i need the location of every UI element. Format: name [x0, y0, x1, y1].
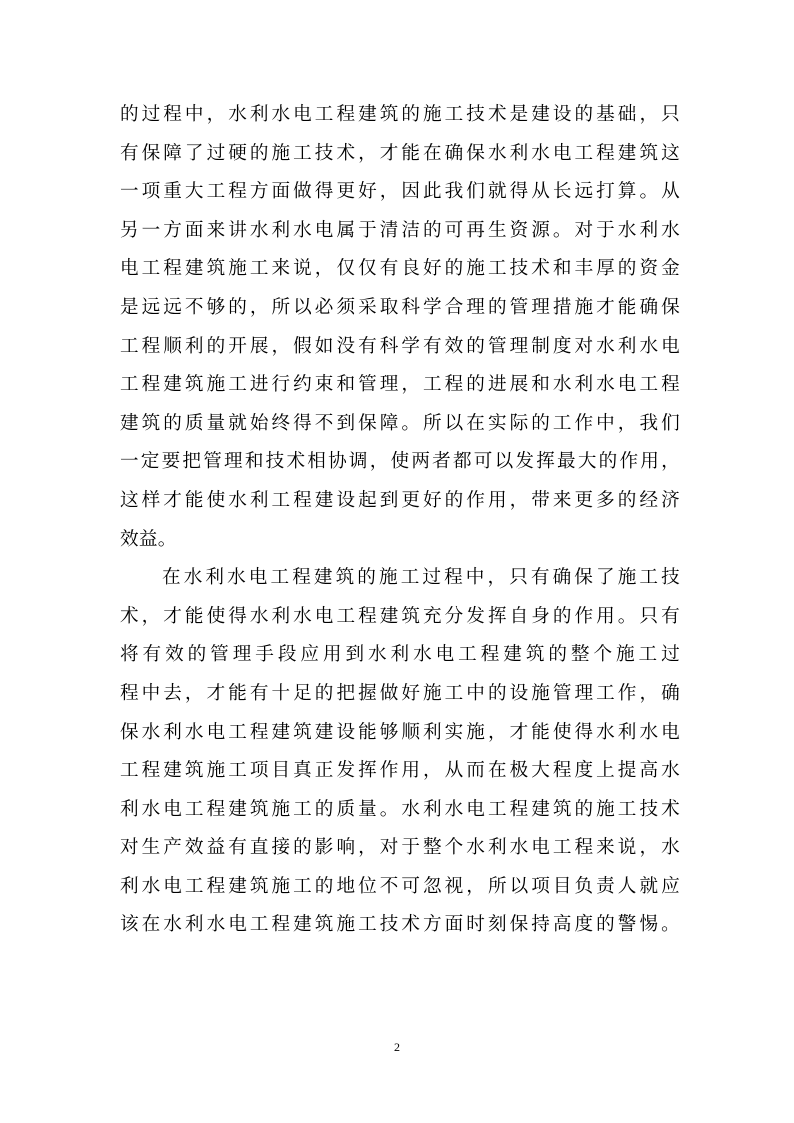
text-line: 有保障了过硬的施工技术，才能在确保水利水电工程建筑这 — [120, 142, 680, 164]
text-line: 将有效的管理手段应用到水利水电工程建筑的整个施工过 — [120, 644, 680, 666]
text-line: 一项重大工程方面做得更好，因此我们就得从长远打算。从 — [120, 181, 680, 203]
paragraph-2 — [120, 559, 680, 945]
text-line: 另一方面来讲水利水电属于清洁的可再生资源。对于水利水 — [120, 219, 680, 241]
text-line: 效益。 — [120, 528, 177, 550]
paragraph-1 — [120, 96, 680, 559]
text-line: 这样才能使水利工程建设起到更好的作用，带来更多的经济 — [120, 489, 680, 511]
text-line: 在水利水电工程建筑的施工过程中，只有确保了施工技 — [162, 567, 680, 589]
text-line: 的过程中，水利水电工程建筑的施工技术是建设的基础，只 — [120, 104, 680, 125]
text-line: 是远远不够的，所以必须采取科学合理的管理措施才能确保 — [120, 296, 680, 318]
text-line: 程中去，才能有十足的把握做好施工中的设施管理工作，确 — [120, 682, 680, 704]
text-line: 术，才能使得水利水电工程建筑充分发挥自身的作用。只有 — [120, 605, 680, 627]
text-line: 利水电工程建筑施工的质量。水利水电工程建筑的施工技术 — [120, 798, 680, 820]
text-line: 对生产效益有直接的影响，对于整个水利水电工程来说，水 — [120, 837, 680, 859]
text-line: 建筑的质量就始终得不到保障。所以在实际的工作中，我们 — [120, 412, 680, 434]
text-line: 该在水利水电工程建筑施工技术方面时刻保持高度的警惕。 — [120, 914, 680, 936]
text-line: 利水电工程建筑施工的地位不可忽视，所以项目负责人就应 — [120, 875, 680, 897]
text-line: 一定要把管理和技术相协调，使两者都可以发挥最大的作用， — [120, 451, 680, 473]
page-number: 2 — [394, 1040, 400, 1054]
text-line: 工程建筑施工进行约束和管理，工程的进展和水利水电工程 — [120, 374, 680, 396]
document-body — [120, 96, 680, 945]
text-line: 工程顺利的开展，假如没有科学有效的管理制度对水利水电 — [120, 335, 680, 357]
text-line: 工程建筑施工项目真正发挥作用，从而在极大程度上提高水 — [120, 760, 680, 782]
text-line: 电工程建筑施工来说，仅仅有良好的施工技术和丰厚的资金 — [120, 258, 680, 280]
text-line: 保水利水电工程建筑建设能够顺利实施，才能使得水利水电 — [120, 721, 680, 743]
